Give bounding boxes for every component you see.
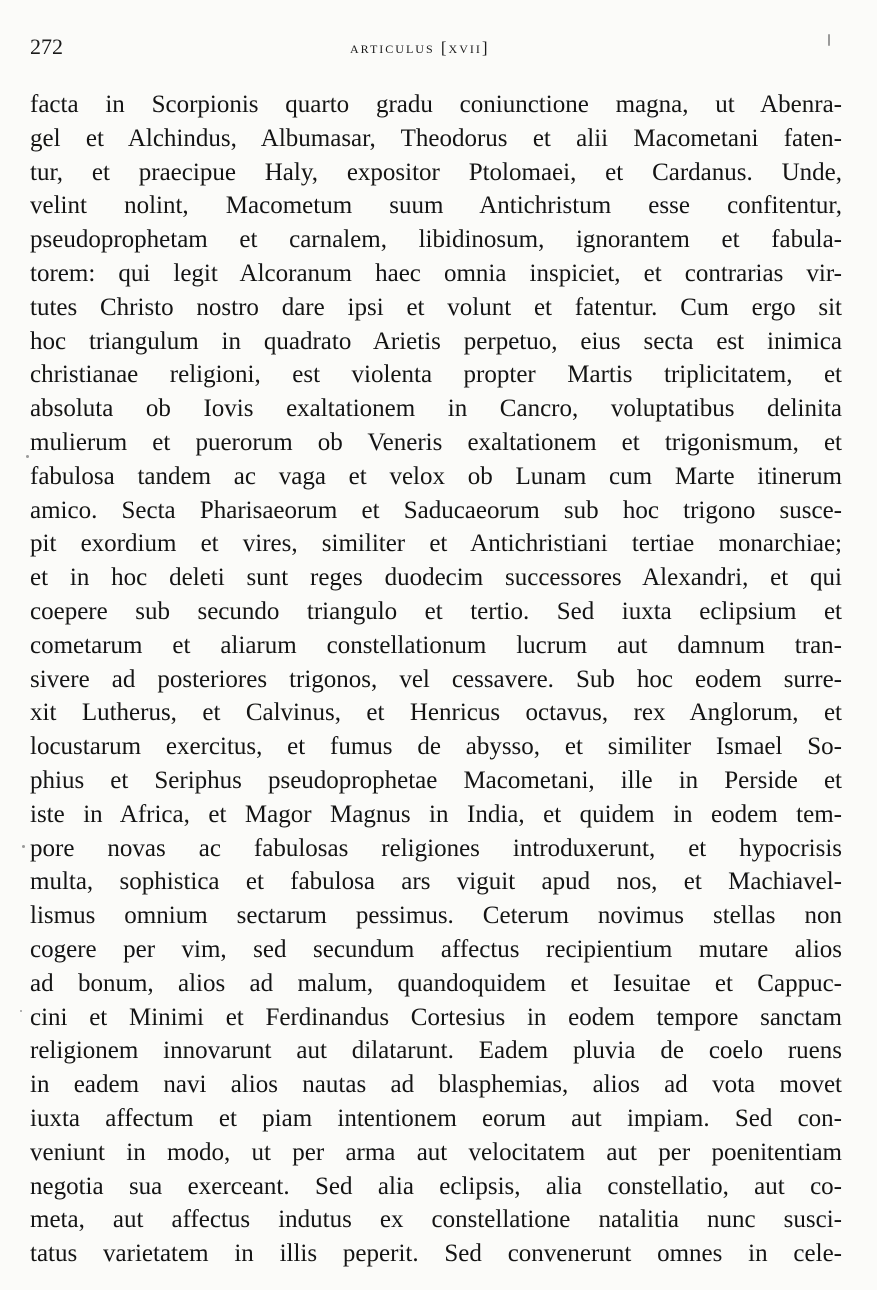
text-line: tur, et praecipue Haly, expositor Ptolomaei, et Cardanus. Unde, — [30, 158, 842, 186]
text-line: hoc triangulum in quadrato Arietis perpetuo, eius secta est inimica — [30, 327, 842, 355]
text-line: absoluta ob Iovis exaltationem in Cancro, voluptatibus delinita — [30, 395, 842, 423]
text-line: iuxta affectum et piam intentionem eorum aut impiam. Sed con- — [30, 1104, 842, 1132]
text-line: amico. Secta Pharisaeorum et Saducaeorum sub hoc trigono susce- — [30, 496, 842, 524]
text-line: negotia sua exerceant. Sed alia eclipsis, alia constellatio, aut co- — [30, 1172, 842, 1200]
text-line: multa, sophistica et fabulosa ars viguit apud nos, et Machiavel- — [30, 868, 842, 896]
print-speck — [20, 1010, 22, 1012]
text-line: facta in Scorpionis quarto gradu coniunctione magna, ut Abenra- — [30, 91, 842, 118]
text-line: religionem innovarunt aut dilatarunt. Eadem pluvia de coelo ruens — [30, 1037, 842, 1065]
text-line: pore novas ac fabulosas religiones introduxerunt, et hypocrisis — [30, 834, 842, 862]
print-speck — [26, 455, 29, 458]
text-line: in eadem navi alios nautas ad blasphemias, alios ad vota movet — [30, 1071, 842, 1099]
text-line: ad bonum, alios ad malum, quandoquidem et Iesuitae et Cappuc- — [30, 969, 842, 997]
text-line: mulierum et puerorum ob Veneris exaltationem et trigonismum, et — [30, 428, 842, 456]
text-line: pseudoprophetam et carnalem, libidinosum, ignorantem et fabula- — [30, 226, 842, 254]
text-line: pit exordium et vires, similiter et Antichristiani tertiae monarchiae; — [30, 530, 842, 558]
text-line: meta, aut affectus indutus ex constellatione natalitia nunc susci- — [30, 1206, 842, 1234]
text-line: velint nolint, Macometum suum Antichristum esse confitentur, — [30, 192, 842, 220]
body-text — [30, 88, 842, 1271]
text-line: torem: qui legit Alcoranum haec omnia inspiciet, et contrarias vir- — [30, 259, 842, 287]
print-speck — [22, 845, 25, 848]
text-line: tutes Christo nostro dare ipsi et volunt et fatentur. Cum ergo sit — [30, 293, 842, 321]
text-line: veniunt in modo, ut per arma aut velocitatem aut per poenitentiam — [30, 1138, 842, 1166]
text-line: phius et Seriphus pseudoprophetae Macometani, ille in Perside et — [30, 766, 842, 794]
page-header — [30, 34, 840, 64]
page-number: 272 — [30, 34, 63, 59]
text-line: gel et Alchindus, Albumasar, Theodorus et alii Macometani faten- — [30, 124, 842, 152]
text-line: cometarum et aliarum constellationum lucrum aut damnum tran- — [30, 631, 842, 659]
text-line: cini et Minimi et Ferdinandus Cortesius in eodem tempore sanctam — [30, 1003, 842, 1031]
text-line: coepere sub secundo triangulo et tertio. Sed iuxta eclipsium et — [30, 597, 842, 625]
text-line: locustarum exercitus, et fumus de abysso, et similiter Ismael So- — [30, 733, 842, 761]
text-line: sivere ad posteriores trigonos, vel cessavere. Sub hoc eodem surre- — [30, 665, 842, 693]
text-line: et in hoc deleti sunt reges duodecim successores Alexandri, et qui — [30, 564, 842, 592]
running-head: articulus [xvii] — [350, 38, 490, 57]
text-line: christianae religioni, est violenta propter Martis triplicitatem, et — [30, 361, 842, 389]
text-line: fabulosa tandem ac vaga et velox ob Lunam cum Marte itinerum — [30, 462, 842, 490]
text-line: iste in Africa, et Magor Magnus in India, et quidem in eodem tem- — [30, 800, 842, 828]
text-line: lismus omnium sectarum pessimus. Ceterum novimus stellas non — [30, 902, 842, 930]
text-line: cogere per vim, sed secundum affectus recipientium mutare alios — [30, 935, 842, 963]
text-line: tatus varietatem in illis peperit. Sed convenerunt omnes in cele- — [30, 1240, 842, 1268]
text-line: xit Lutherus, et Calvinus, et Henricus octavus, rex Anglorum, et — [30, 699, 842, 727]
print-speck — [828, 34, 830, 46]
